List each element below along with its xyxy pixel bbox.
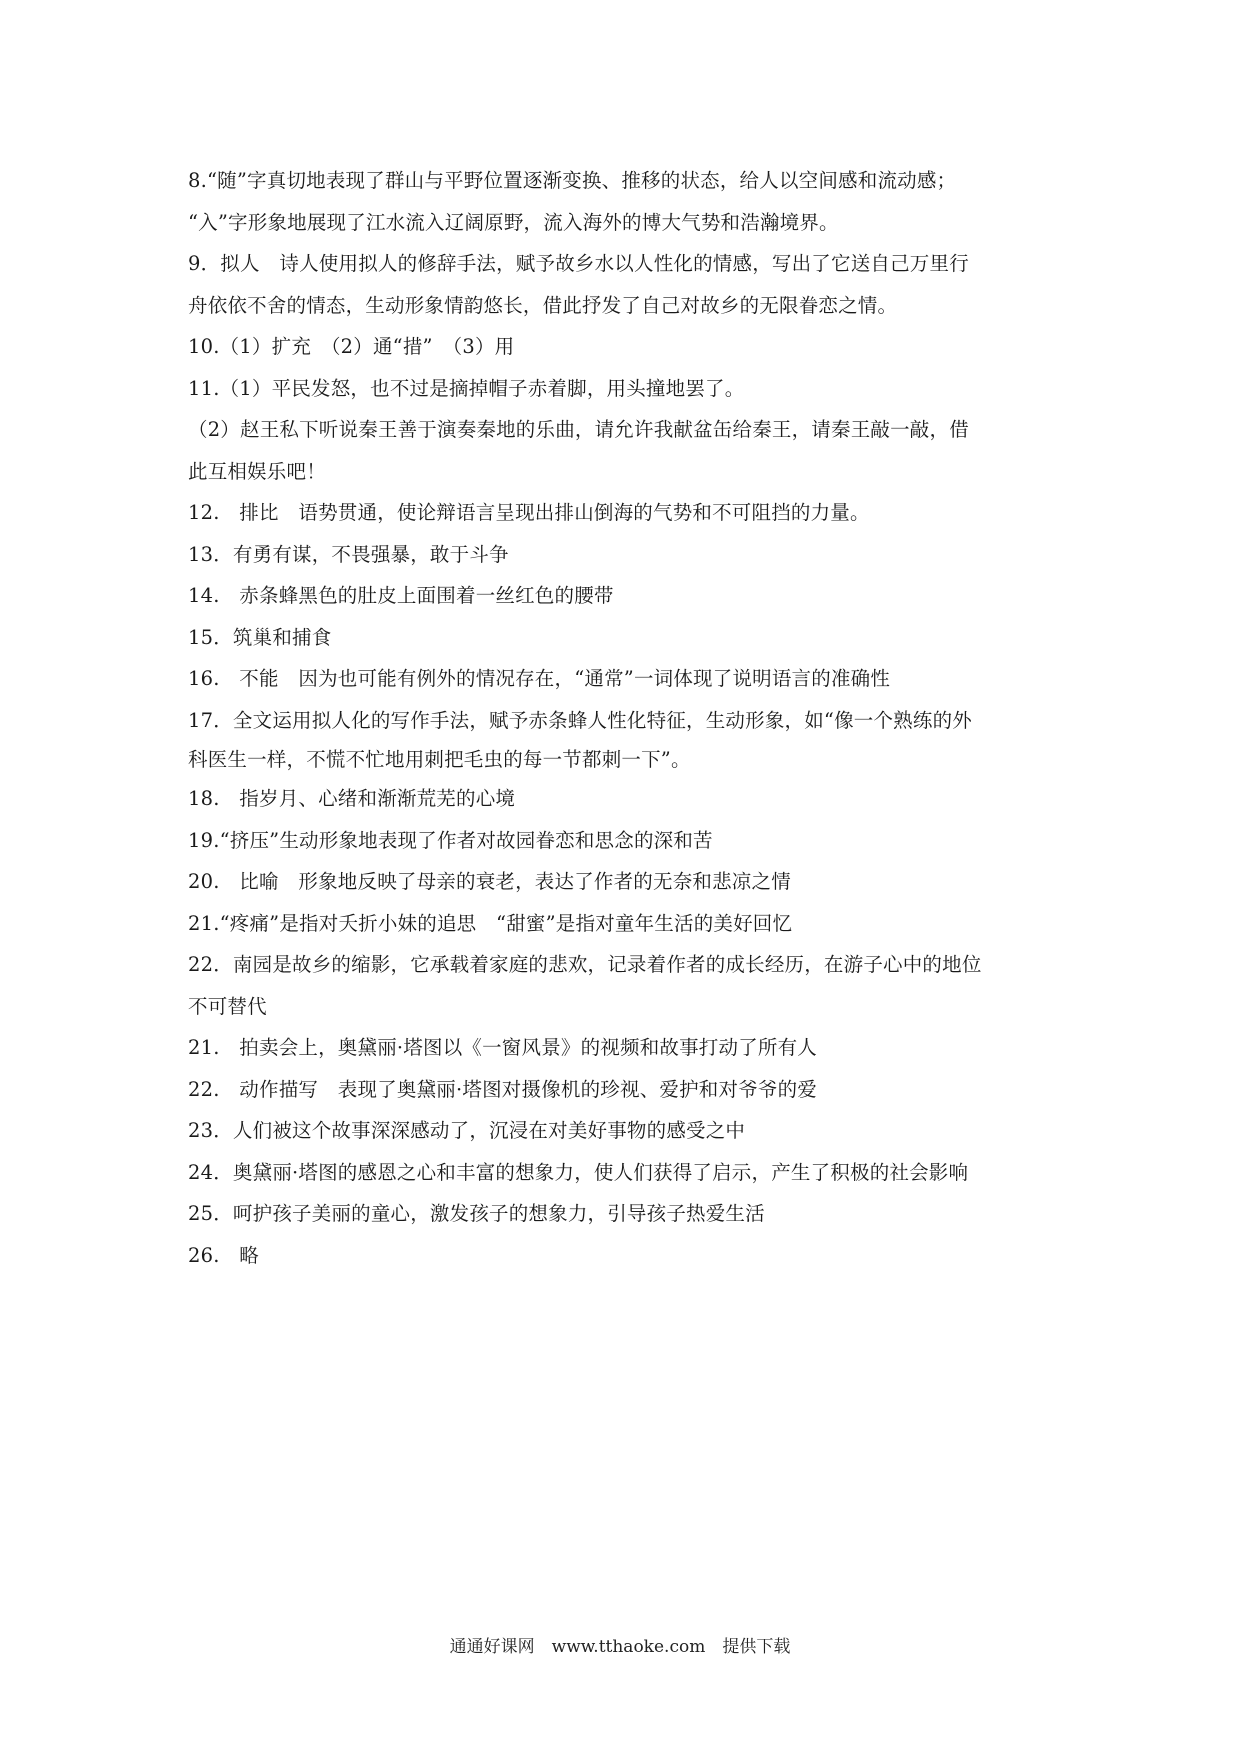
answer-line: 25．呵护孩子美丽的童心，激发孩子的想象力，引导孩子热爱生活 <box>188 1202 765 1225</box>
answer-line: 21.“疼痛”是指对夭折小妹的追思 “甜蜜”是指对童年生活的美好回忆 <box>188 911 793 935</box>
answer-line: 16. 不能 因为也可能有例外的情况存在，“通常”一词体现了说明语言的准确性 <box>188 667 891 690</box>
answer-list <box>188 160 1068 1276</box>
answer-line: 8.“随”字真切地表现了群山与平野位置逐渐变换、推移的状态，给人以空间感和流动感； <box>188 169 957 192</box>
answer-line: 21. 拍卖会上，奥黛丽·塔图以《一窗风景》的视频和故事打动了所有人 <box>188 1036 818 1059</box>
answer-line: （2）赵王私下听说秦王善于演奏秦地的乐曲，请允许我献盆缶给秦王，请秦王敲一敲，借 <box>188 418 969 441</box>
answer-line: 19.“挤压”生动形象地表现了作者对故园眷恋和思念的深和苦 <box>188 828 713 852</box>
answer-line: 23．人们被这个故事深深感动了，沉浸在对美好事物的感受之中 <box>188 1119 746 1142</box>
answer-line: 20. 比喻 形象地反映了母亲的衰老，表达了作者的无奈和悲凉之情 <box>188 870 791 893</box>
answer-line: 22. 动作描写 表现了奥黛丽·塔图对摄像机的珍视、爱护和对爷爷的爱 <box>188 1077 818 1101</box>
answer-line: 17．全文运用拟人化的写作手法，赋予赤条蜂人性化特征，生动形象，如“像一个熟练的外 <box>188 708 972 732</box>
answer-line: 11.（1）平民发怒，也不过是摘掉帽子赤着脚，用头撞地罢了。 <box>188 376 745 400</box>
answer-line: “入”字形象地展现了江水流入辽阔原野，流入海外的博大气势和浩瀚境界。 <box>188 210 839 234</box>
answer-line: 15．筑巢和捕食 <box>188 625 332 649</box>
answer-line: 14. 赤条蜂黑色的肚皮上面围着一丝红色的腰带 <box>188 584 614 607</box>
answer-line: 9．拟人 诗人使用拟人的修辞手法，赋予故乡水以人性化的情感，写出了它送自己万里行 <box>188 252 969 275</box>
answer-line: 13．有勇有谋，不畏强暴，敢于斗争 <box>188 542 509 566</box>
answer-line: 22．南园是故乡的缩影，它承载着家庭的悲欢，记录着作者的成长经历，在游子心中的地位 <box>188 953 982 976</box>
page-footer: 通通好课网 www.tthaoke.com 提供下载 <box>449 1637 791 1657</box>
answer-line: 12. 排比 语势贯通，使论辩语言呈现出排山倒海的气势和不可阻挡的力量。 <box>188 501 870 524</box>
answer-line: 舟依依不舍的情态，生动形象情韵悠长，借此抒发了自己对故乡的无限眷恋之情。 <box>188 293 898 317</box>
answer-line: 此互相娱乐吧！ <box>188 459 326 483</box>
answer-line: 26. 略 <box>188 1243 260 1267</box>
answer-line: 科医生一样，不慌不忙地用刺把毛虫的每一节都刺一下”。 <box>188 748 691 771</box>
answer-line: 不可替代 <box>188 994 267 1018</box>
answer-line: 18. 指岁月、心绪和渐渐荒芜的心境 <box>188 787 516 810</box>
answer-line: 10.（1）扩充 （2）通“措” （3）用 <box>188 335 515 358</box>
answer-line: 24．奥黛丽·塔图的感恩之心和丰富的想象力，使人们获得了启示，产生了积极的社会影响 <box>188 1160 969 1184</box>
